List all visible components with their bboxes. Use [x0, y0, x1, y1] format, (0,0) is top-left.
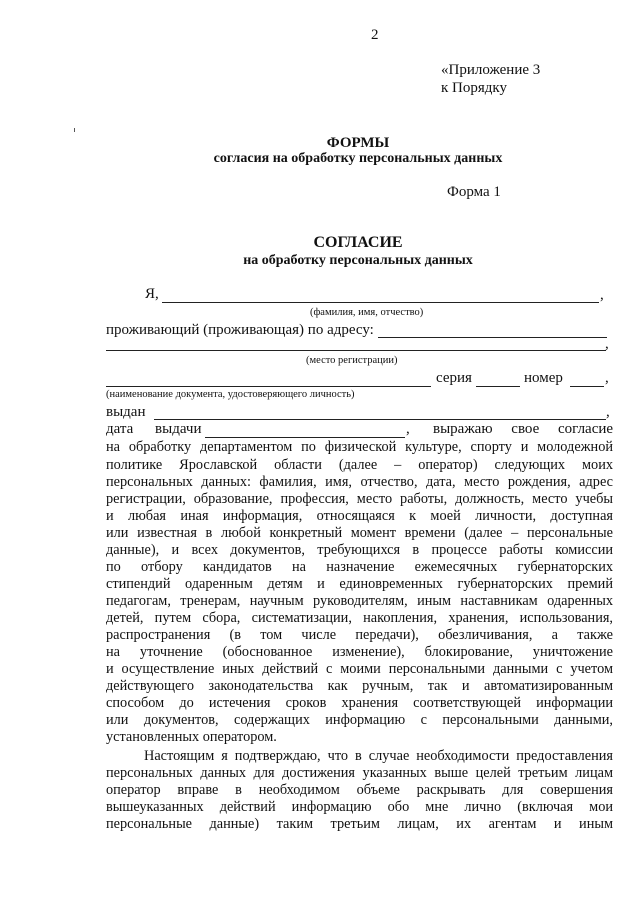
- number-field[interactable]: [570, 386, 604, 387]
- para2-line: персональные данные) таким третьим лицам, их агентам и иным: [106, 816, 613, 832]
- issue-date-label: дата выдачи: [106, 421, 202, 437]
- identity-doc-hint: (наименование документа, удостоверяющего личность): [106, 389, 355, 400]
- para2-line: персональных данных для достижения указанных выше целей третьим лицам: [106, 765, 613, 781]
- issued-by-field[interactable]: [154, 419, 606, 420]
- name-comma: ,: [600, 287, 604, 303]
- address-field-2[interactable]: [106, 350, 606, 351]
- para2-line: оператор вправе в необходимом объеме раскрывать для совершения: [106, 782, 613, 798]
- consent-subtitle: на обработку персональных данных: [243, 253, 473, 268]
- body-line: способом до истечения сроков хранения соответствующей информации: [106, 695, 613, 711]
- body-line: педагогам, тренерам, научным руководителям, иным наставникам одаренных: [106, 593, 613, 609]
- series-label: серия: [436, 370, 472, 386]
- issue-date-field[interactable]: [205, 437, 405, 438]
- appendix-line-2: к Порядку: [441, 80, 507, 96]
- body-line: и осуществление иных действий с моими персональными данными с учетом: [106, 661, 613, 677]
- margin-tick: [74, 128, 75, 132]
- address-comma: ,: [605, 336, 609, 352]
- body-line: или документов, содержащих информацию с персональными данными,: [106, 712, 613, 728]
- name-hint: (фамилия, имя, отчество): [310, 307, 424, 318]
- forms-title: ФОРМЫ: [326, 135, 390, 151]
- consent-title: СОГЛАСИЕ: [313, 234, 403, 251]
- body-line: распространения (в том числе передачи), обезличивания, а также: [106, 627, 613, 643]
- body-line: данные), и всех документов, требующихся в процессе работы комиссии: [106, 542, 613, 558]
- address-hint: (место регистрации): [306, 355, 398, 366]
- page-number: 2: [371, 27, 379, 43]
- body-line: стипендий одаренным детям и единовременных губернаторских премий: [106, 576, 613, 592]
- body-line: регистрации, образование, профессия, место работы, должность, место учебы: [106, 491, 613, 507]
- body-line: или известная в любой конкретный момент времени (далее – персональные: [106, 525, 613, 541]
- body-line: персональных данных: фамилия, имя, отчество, дата, место рождения, адрес: [106, 474, 613, 490]
- series-field[interactable]: [476, 386, 520, 387]
- body-line: на уточнение (обоснованное изменение), блокирование, уничтожение: [106, 644, 613, 660]
- issued-label: выдан: [106, 404, 146, 420]
- number-comma: ,: [605, 370, 609, 386]
- full-name-field[interactable]: [162, 302, 599, 303]
- forms-subtitle: согласия на обработку персональных данных: [213, 151, 503, 166]
- address-field-1[interactable]: [378, 337, 607, 338]
- i-label: Я,: [145, 286, 159, 302]
- body-line: на обработку департаментом по физической культуре, спорту и молодежной: [106, 439, 613, 455]
- para2-line: вышеуказанных действий информацию обо мне лично (включая мои: [106, 799, 613, 815]
- body-line: и любая иная информация, относящаяся к моей личности, доступная: [106, 508, 613, 524]
- body-line: действующего законодательства как ручным, так и автоматизированным: [106, 678, 613, 694]
- appendix-line-1: «Приложение 3: [441, 62, 541, 78]
- issue-date-comma: ,: [406, 421, 410, 437]
- issued-comma: ,: [606, 404, 610, 420]
- body-line: установленных оператором.: [106, 729, 277, 745]
- body-line: политике Ярославской области (далее – оператор) следующих моих: [106, 457, 613, 473]
- number-label: номер: [524, 370, 563, 386]
- para2-line: Настоящим я подтверждаю, что в случае необходимости предоставления: [144, 748, 613, 764]
- issue-date-tail: выражаю свое согласие: [433, 421, 614, 437]
- identity-doc-field[interactable]: [106, 386, 431, 387]
- body-line: по отбору кандидатов на назначение ежемесячных губернаторских: [106, 559, 613, 575]
- body-line: детей, путем сбора, систематизации, накопления, хранения, использования,: [106, 610, 613, 626]
- form-label: Форма 1: [447, 184, 501, 200]
- residing-label: проживающий (проживающая) по адресу:: [106, 322, 374, 338]
